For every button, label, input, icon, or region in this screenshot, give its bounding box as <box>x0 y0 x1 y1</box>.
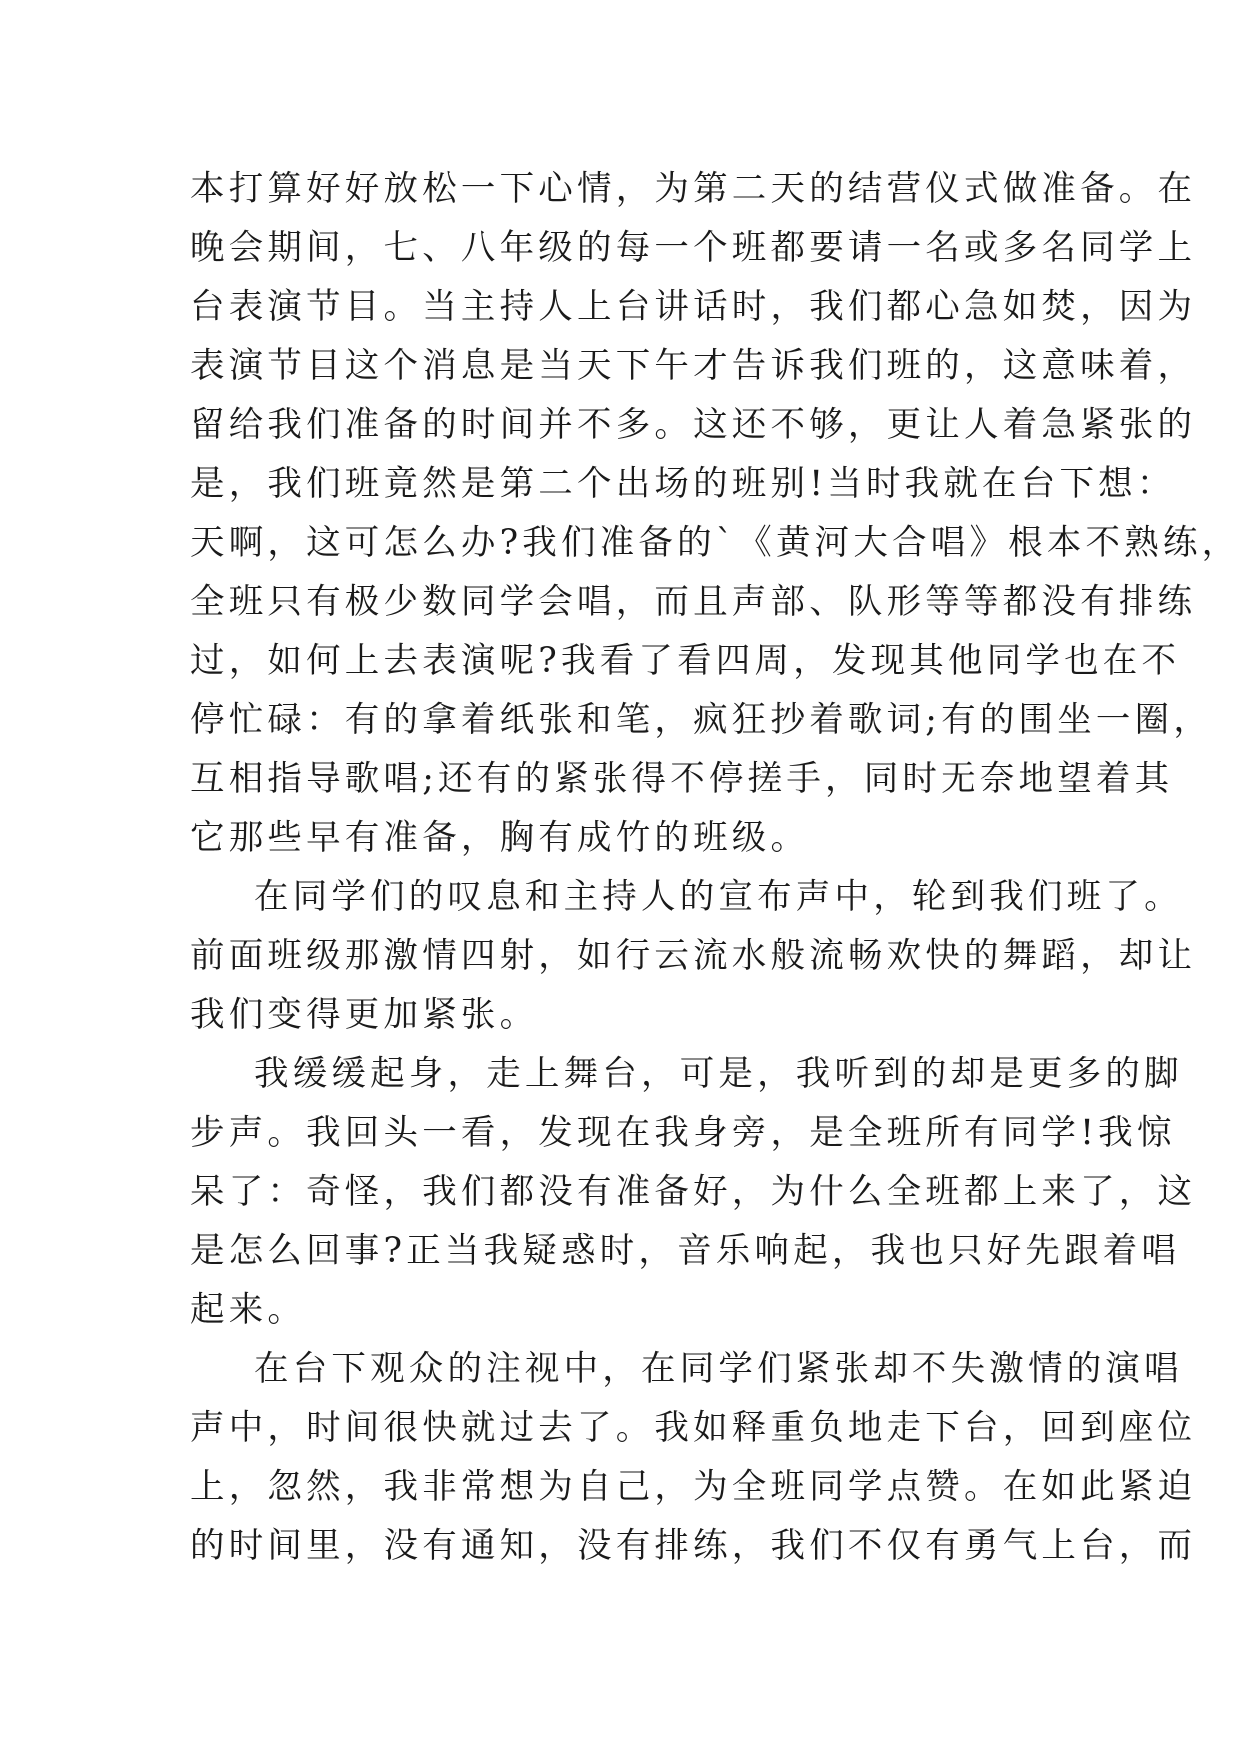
text-line: 晚会期间，七、八年级的每一个班都要请一名或多名同学上 <box>190 228 1197 268</box>
text-line: 留给我们准备的时间并不多。这还不够，更让人着急紧张的 <box>190 405 1197 445</box>
text-line: 起来。 <box>190 1290 307 1330</box>
text-line: 停忙碌：有的拿着纸张和笔，疯狂抄着歌词;有的围坐一圈， <box>190 700 1213 740</box>
text-line: 天啊，这可怎么办?我们准备的`《黄河大合唱》根本不熟练， <box>190 523 1241 563</box>
text-line: 声中，时间很快就过去了。我如释重负地走下台，回到座位 <box>190 1408 1197 1448</box>
text-line: 它那些早有准备，胸有成竹的班级。 <box>190 818 810 858</box>
text-line: 的时间里，没有通知，没有排练，我们不仅有勇气上台，而 <box>190 1526 1197 1566</box>
text-line: 全班只有极少数同学会唱，而且声部、队形等等都没有排练 <box>190 582 1197 622</box>
text-line: 本打算好好放松一下心情，为第二天的结营仪式做准备。在 <box>190 169 1197 209</box>
body-text <box>190 160 1241 1576</box>
text-line: 呆了：奇怪，我们都没有准备好，为什么全班都上来了，这 <box>190 1172 1197 1212</box>
text-line: 过，如何上去表演呢?我看了看四周，发现其他同学也在不 <box>190 641 1181 681</box>
paragraph-first-line: 我缓缓起身，走上舞台，可是，我听到的却是更多的脚 <box>254 1054 1183 1094</box>
text-line: 步声。我回头一看，发现在我身旁，是全班所有同学!我惊 <box>190 1113 1176 1153</box>
text-line: 前面班级那激情四射，如行云流水般流畅欢快的舞蹈，却让 <box>190 936 1197 976</box>
text-line: 上，忽然，我非常想为自己，为全班同学点赞。在如此紧迫 <box>190 1467 1197 1507</box>
text-line: 是怎么回事?正当我疑惑时，音乐响起，我也只好先跟着唱 <box>190 1231 1181 1271</box>
paragraph-first-line: 在同学们的叹息和主持人的宣布声中，轮到我们班了。 <box>254 877 1183 917</box>
text-line: 是，我们班竟然是第二个出场的班别!当时我就在台下想： <box>190 464 1176 504</box>
text-line: 互相指导歌唱;还有的紧张得不停搓手，同时无奈地望着其 <box>190 759 1174 799</box>
text-line: 台表演节目。当主持人上台讲话时，我们都心急如焚，因为 <box>190 287 1197 327</box>
paragraph-first-line: 在台下观众的注视中，在同学们紧张却不失激情的演唱 <box>254 1349 1183 1389</box>
text-line: 我们变得更加紧张。 <box>190 995 539 1035</box>
text-line: 表演节目这个消息是当天下午才告诉我们班的，这意味着， <box>190 346 1197 386</box>
